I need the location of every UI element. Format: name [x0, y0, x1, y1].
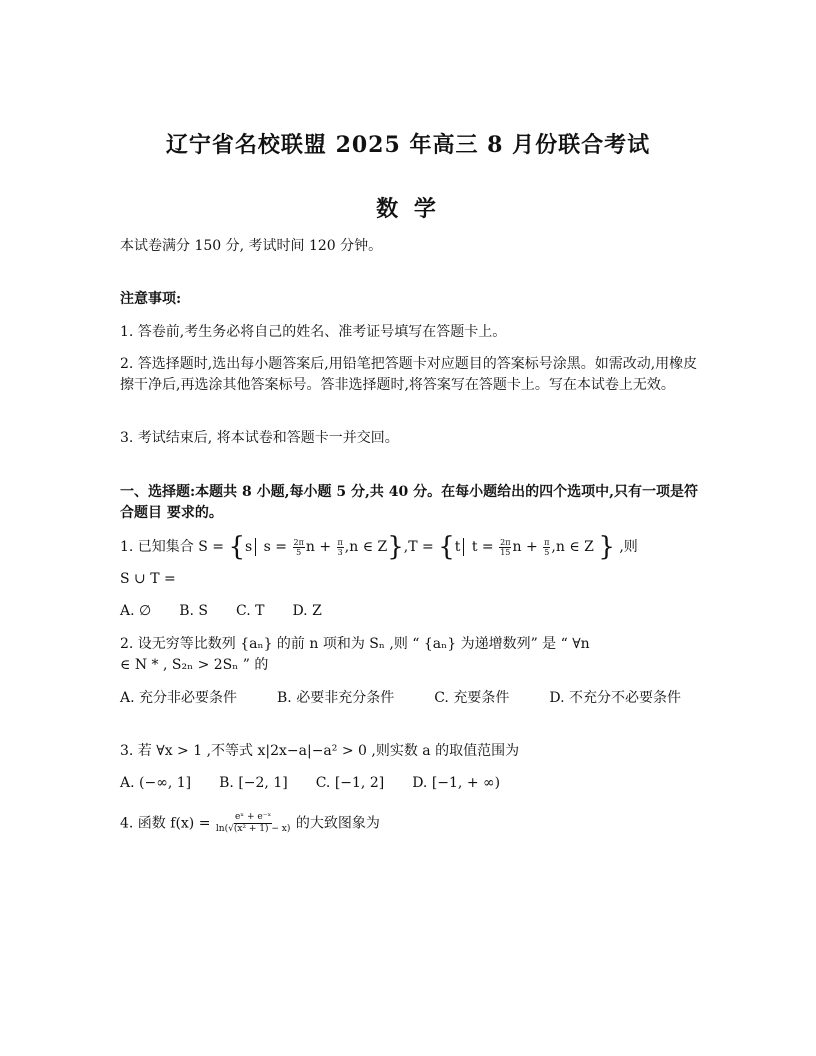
q2-option-c: C. 充要条件 [434, 690, 510, 706]
q1-fraction-4-den: 5 [544, 547, 550, 557]
notice-heading: 注意事项: [120, 291, 182, 307]
question-1-line-2: S ∪ T = [120, 571, 176, 587]
q1-t-eq: t = [471, 539, 494, 555]
q1-fraction-4-num: π [544, 537, 550, 547]
question-3-options [120, 773, 700, 794]
q1-s-eq: s = [263, 539, 288, 555]
q1-mid-1: n + [305, 539, 332, 555]
q1-brace-close-t: } [598, 532, 615, 562]
question-2-line-1: 2. 设无穷等比数列 {aₙ} 的前 n 项和为 Sₙ ,则 “ {aₙ} 为递增数列” 是 “ ∀n [120, 636, 590, 652]
q1-fraction-3-den: 15 [500, 547, 511, 557]
q1-s-var: s [245, 539, 253, 555]
q4-tail: 的大致图象为 [295, 815, 380, 832]
question-2-options [120, 688, 700, 709]
question-1-stem [120, 532, 700, 562]
q1-end: ,则 [619, 539, 638, 555]
q1-tail-2: ,n ∈ Z [551, 539, 594, 555]
q1-fraction-1-den: 5 [296, 547, 302, 557]
q1-mid-2: n + [512, 539, 538, 555]
notice-item-2: 2. 答选择题时,选出每小题答案后,用铅笔把答题卡对应题目的答案标号涂黑。如需改动,用橡皮擦干净后,再选涂其他答案标号。答非选择题时,将答案写在答题卡上。写在本试卷上无效。 [120, 356, 698, 393]
q2-option-b: B. 必要非充分条件 [277, 690, 395, 706]
q1-option-d: D. Z [292, 603, 322, 619]
q4-fraction [216, 812, 290, 835]
q1-tail-1: ,n ∈ Z [344, 539, 388, 555]
q1-fraction-2-den: 3 [337, 547, 343, 557]
q3-option-d: D. [−1, + ∞) [412, 775, 501, 791]
q3-option-a: A. (−∞, 1] [120, 775, 192, 791]
q1-option-a: A. ∅ [120, 603, 152, 619]
q4-lead: 4. 函数 f(x) = [120, 815, 211, 832]
q1-t-lead: ,T = [403, 539, 434, 555]
q1-fraction-2-num: π [337, 537, 343, 547]
q2-option-d: D. 不充分不必要条件 [549, 690, 681, 706]
question-4-stem [120, 812, 700, 835]
exam-intro: 本试卷满分 150 分, 考试时间 120 分钟。 [120, 238, 383, 254]
q3-option-c: C. [−1, 2] [315, 775, 385, 791]
notice-item-1: 1. 答卷前,考生务必将自己的姓名、准考证号填写在答题卡上。 [120, 324, 507, 340]
question-2-line-2: ∈ N * , S₂ₙ > 2Sₙ ” 的 [120, 657, 269, 673]
q1-fraction-1-num: 2π [293, 537, 304, 547]
q1-option-c: C. T [236, 603, 265, 619]
question-3-stem: 3. 若 ∀x > 1 ,不等式 x|2x−a|−a² > 0 ,则实数 a 的取值范围为 [120, 743, 520, 759]
q4-fraction-den: ln(√(x² + 1) − x) [215, 824, 291, 834]
q1-brace-open-t: { [438, 532, 455, 562]
q1-fraction-2 [337, 538, 344, 557]
q1-t-var: t [454, 539, 461, 555]
q1-fraction-1 [293, 538, 305, 557]
question-1-options [120, 601, 700, 622]
q4-fraction-num: eˣ + e⁻ˣ [234, 812, 272, 822]
q1-fraction-3 [499, 538, 511, 557]
exam-title: 辽宁省名校联盟 2025 年高三 8 月份联合考试 [165, 132, 651, 158]
q1-option-b: B. S [179, 603, 208, 619]
q1-lead: 1. 已知集合 S = [120, 539, 225, 555]
exam-subject: 数 学 [376, 196, 440, 222]
q1-fraction-3-num: 2π [500, 537, 511, 547]
q1-fraction-4 [543, 538, 550, 557]
section-1-heading: 一、选择题:本题共 8 小题,每小题 5 分,共 40 分。在每小题给出的四个选项中,只有一项是符合题目 要求的。 [120, 484, 698, 521]
notice-item-3: 3. 考试结束后, 将本试卷和答题卡一并交回。 [120, 430, 399, 446]
q1-bar-s [255, 538, 256, 556]
q2-option-a: A. 充分非必要条件 [120, 690, 238, 706]
q3-option-b: B. [−2, 1] [219, 775, 288, 791]
q1-brace-open-s: { [228, 532, 246, 562]
q1-brace-close-s: } [387, 532, 404, 562]
q1-bar-t [463, 538, 464, 556]
